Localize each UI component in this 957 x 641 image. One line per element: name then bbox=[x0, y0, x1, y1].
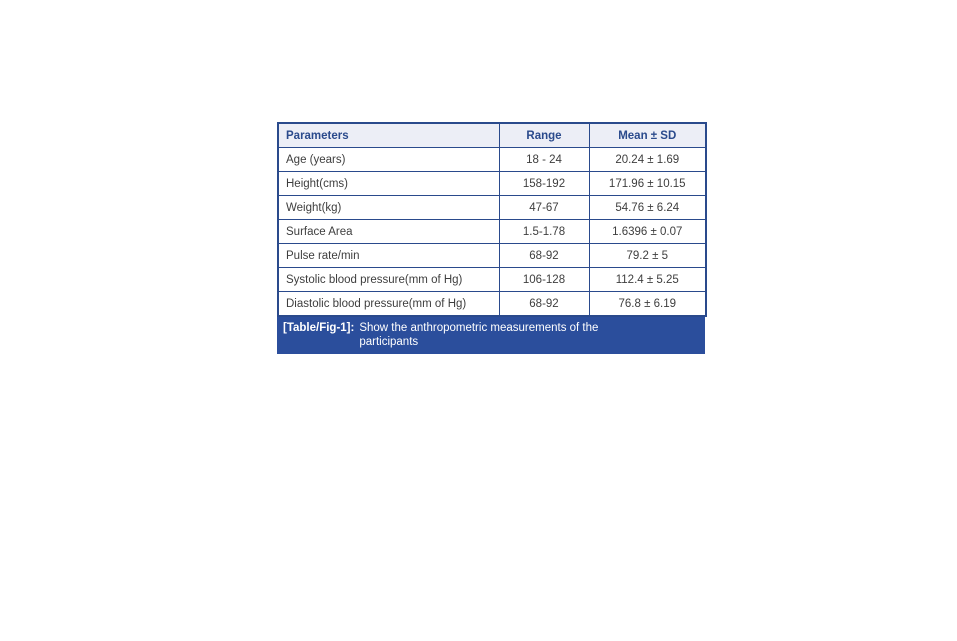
cell-parameter: Systolic blood pressure(mm of Hg) bbox=[278, 268, 499, 292]
table-caption-label: [Table/Fig-1]: bbox=[283, 322, 355, 334]
cell-range: 68-92 bbox=[499, 244, 589, 268]
table-figure bbox=[277, 122, 705, 354]
table-row bbox=[278, 148, 706, 172]
table-caption-text: Show the anthropometric measurements of the participants bbox=[359, 322, 599, 348]
cell-mean: 1.6396 ± 0.07 bbox=[589, 220, 706, 244]
cell-mean: 76.8 ± 6.19 bbox=[589, 292, 706, 317]
cell-parameter: Surface Area bbox=[278, 220, 499, 244]
cell-range: 106-128 bbox=[499, 268, 589, 292]
column-header-mean-sd: Mean ± SD bbox=[589, 123, 706, 148]
table-row bbox=[278, 196, 706, 220]
cell-range: 18 - 24 bbox=[499, 148, 589, 172]
table-row bbox=[278, 220, 706, 244]
cell-parameter: Age (years) bbox=[278, 148, 499, 172]
column-header-parameters: Parameters bbox=[278, 123, 499, 148]
cell-range: 1.5-1.78 bbox=[499, 220, 589, 244]
cell-mean: 79.2 ± 5 bbox=[589, 244, 706, 268]
table-row bbox=[278, 172, 706, 196]
column-header-range: Range bbox=[499, 123, 589, 148]
table-header-row bbox=[278, 123, 706, 148]
cell-range: 68-92 bbox=[499, 292, 589, 317]
cell-parameter: Pulse rate/min bbox=[278, 244, 499, 268]
cell-parameter: Weight(kg) bbox=[278, 196, 499, 220]
table-row bbox=[278, 292, 706, 317]
cell-mean: 112.4 ± 5.25 bbox=[589, 268, 706, 292]
cell-mean: 54.76 ± 6.24 bbox=[589, 196, 706, 220]
cell-range: 47-67 bbox=[499, 196, 589, 220]
table-row bbox=[278, 268, 706, 292]
cell-mean: 20.24 ± 1.69 bbox=[589, 148, 706, 172]
cell-range: 158-192 bbox=[499, 172, 589, 196]
table-caption bbox=[277, 317, 705, 354]
anthropometric-table bbox=[277, 122, 707, 317]
cell-parameter: Height(cms) bbox=[278, 172, 499, 196]
cell-mean: 171.96 ± 10.15 bbox=[589, 172, 706, 196]
cell-parameter: Diastolic blood pressure(mm of Hg) bbox=[278, 292, 499, 317]
table-row bbox=[278, 244, 706, 268]
